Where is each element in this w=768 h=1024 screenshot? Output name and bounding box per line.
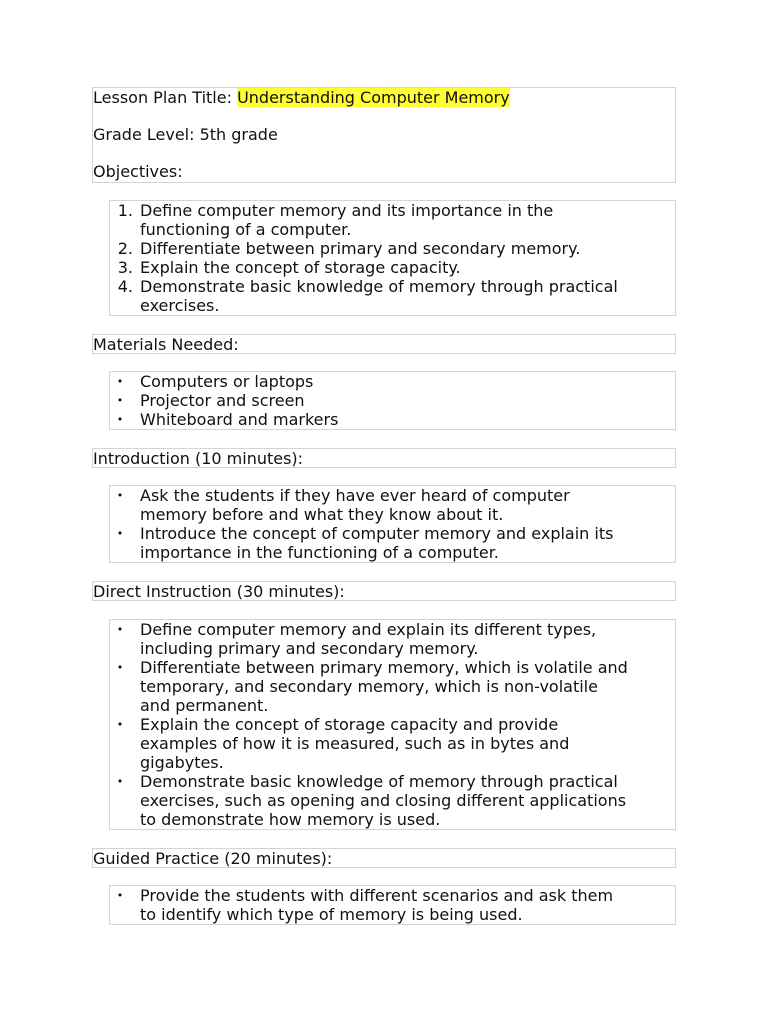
- introduction-text: Ask the students if they have ever heard of computer: [140, 486, 570, 505]
- objective-text: functioning of a computer.: [140, 220, 352, 239]
- direct-instruction-heading: Direct Instruction (30 minutes):: [93, 582, 345, 601]
- guided-practice-box: [109, 885, 676, 925]
- guided-practice-heading: Guided Practice (20 minutes):: [93, 849, 333, 868]
- direct-instruction-text: Differentiate between primary memory, which is volatile and: [140, 658, 628, 677]
- materials-heading: Materials Needed:: [93, 335, 239, 354]
- materials-list: [110, 372, 675, 429]
- objective-number: 2.: [117, 239, 133, 258]
- objectives-box: [109, 200, 676, 316]
- objectives-list: [110, 201, 675, 315]
- bullet-icon: •: [116, 661, 124, 674]
- introduction-heading: Introduction (10 minutes):: [93, 449, 304, 468]
- bullet-icon: •: [116, 527, 124, 540]
- introduction-item: [111, 524, 675, 562]
- bullet-icon: •: [116, 489, 124, 502]
- direct-instruction-list: [110, 620, 675, 829]
- materials-box: [109, 371, 676, 430]
- introduction-box: [109, 485, 676, 563]
- material-text: Whiteboard and markers: [140, 410, 339, 429]
- bullet-icon: •: [116, 375, 124, 388]
- objective-text: exercises.: [140, 296, 220, 315]
- objective-text: Define computer memory and its importance in the: [140, 201, 554, 220]
- material-item: [111, 410, 675, 429]
- direct-instruction-text: exercises, such as opening and closing different applications: [140, 791, 627, 810]
- introduction-list: [110, 486, 675, 562]
- lesson-title-line: [93, 88, 510, 107]
- direct-instruction-text: Explain the concept of storage capacity and provide: [140, 715, 559, 734]
- direct-instruction-text: and permanent.: [140, 696, 269, 715]
- objective-item: [111, 239, 675, 258]
- materials-heading-box: [92, 334, 676, 354]
- objective-item: [111, 201, 675, 239]
- lesson-title-value: Understanding Computer Memory: [237, 88, 510, 107]
- direct-instruction-item: [111, 620, 675, 658]
- introduction-item: [111, 486, 675, 524]
- material-item: [111, 391, 675, 410]
- lesson-title-label: Lesson Plan Title:: [93, 88, 238, 107]
- objective-number: 1.: [117, 201, 133, 220]
- objectives-heading: Objectives:: [93, 162, 183, 181]
- direct-instruction-text: gigabytes.: [140, 753, 224, 772]
- direct-instruction-item: [111, 658, 675, 715]
- introduction-text: Introduce the concept of computer memory and explain its: [140, 524, 614, 543]
- objective-text: Demonstrate basic knowledge of memory through practical: [140, 277, 618, 296]
- material-text: Projector and screen: [140, 391, 305, 410]
- direct-instruction-text: temporary, and secondary memory, which is non-volatile: [140, 677, 598, 696]
- bullet-icon: •: [116, 413, 124, 426]
- material-item: [111, 372, 675, 391]
- direct-instruction-box: [109, 619, 676, 830]
- bullet-icon: •: [116, 394, 124, 407]
- introduction-text: importance in the functioning of a computer.: [140, 543, 499, 562]
- introduction-heading-box: [92, 448, 676, 468]
- objective-item: [111, 258, 675, 277]
- objective-item: [111, 277, 675, 315]
- bullet-icon: •: [116, 623, 124, 636]
- guided-practice-item: [111, 886, 675, 924]
- header-box: [92, 87, 676, 183]
- objective-number: 4.: [117, 277, 133, 296]
- guided-practice-text: Provide the students with different scenarios and ask them: [140, 886, 614, 905]
- objective-text: Differentiate between primary and secondary memory.: [140, 239, 581, 258]
- direct-instruction-text: including primary and secondary memory.: [140, 639, 479, 658]
- direct-instruction-heading-box: [92, 581, 676, 601]
- bullet-icon: •: [116, 718, 124, 731]
- guided-practice-heading-box: [92, 848, 676, 868]
- introduction-text: memory before and what they know about it.: [140, 505, 504, 524]
- objective-text: Explain the concept of storage capacity.: [140, 258, 461, 277]
- grade-level: Grade Level: 5th grade: [93, 125, 278, 144]
- guided-practice-list: [110, 886, 675, 924]
- direct-instruction-text: examples of how it is measured, such as in bytes and: [140, 734, 570, 753]
- direct-instruction-text: to demonstrate how memory is used.: [140, 810, 441, 829]
- direct-instruction-text: Demonstrate basic knowledge of memory through practical: [140, 772, 618, 791]
- direct-instruction-item: [111, 772, 675, 829]
- objective-number: 3.: [117, 258, 133, 277]
- direct-instruction-text: Define computer memory and explain its different types,: [140, 620, 597, 639]
- direct-instruction-item: [111, 715, 675, 772]
- bullet-icon: •: [116, 889, 124, 902]
- guided-practice-text: to identify which type of memory is being used.: [140, 905, 523, 924]
- bullet-icon: •: [116, 775, 124, 788]
- material-text: Computers or laptops: [140, 372, 314, 391]
